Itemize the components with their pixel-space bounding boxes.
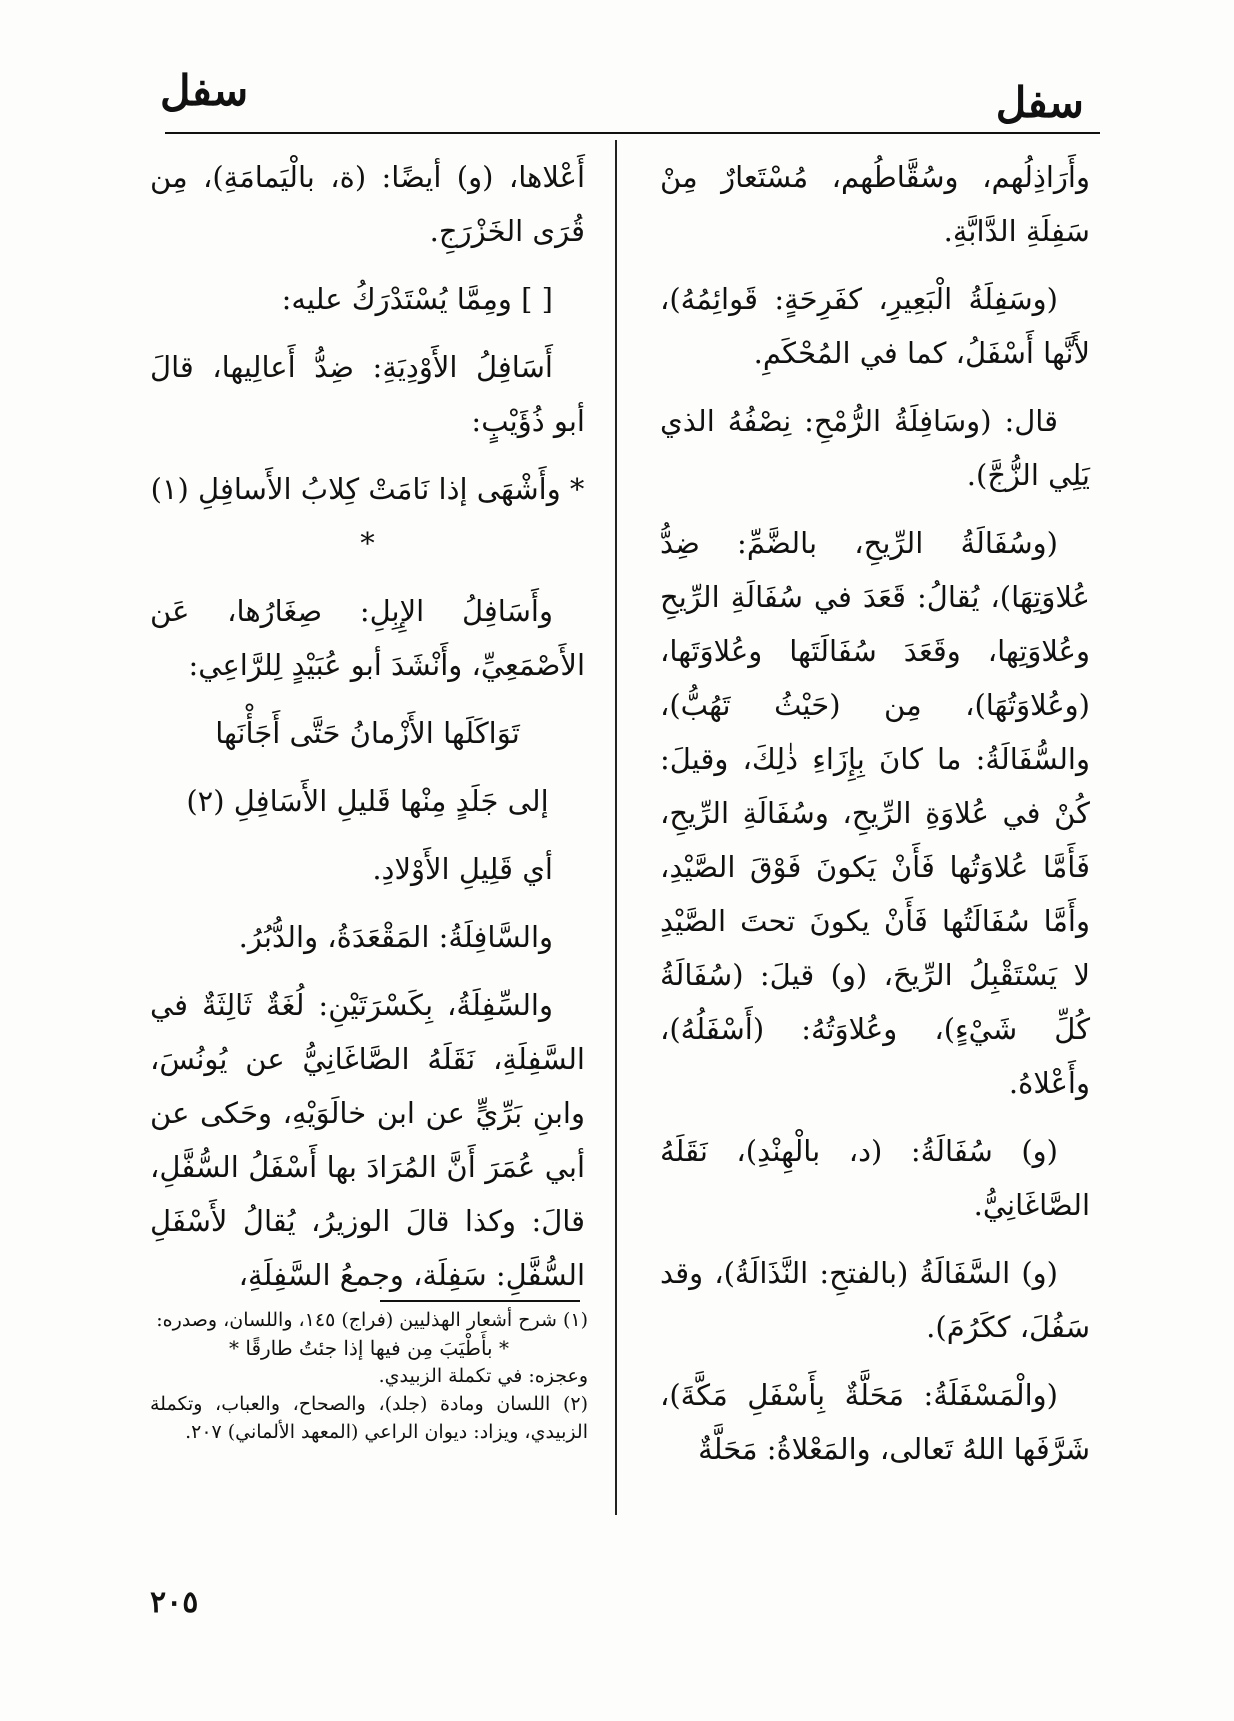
footnote-2: (٢) اللسان ومادة (جلد)، والصحاح، والعباب، وتكملة الزبيدي، ويزاد: ديوان الراعي (المعهد الألماني) ٢٠٧. <box>150 1393 588 1443</box>
footnote-1-tail: وعجزه: في تكملة الزبيدي. <box>378 1365 588 1387</box>
entry-paragraph: أي قَلِيلِ الأَوْلادِ. <box>372 852 553 886</box>
verse-line: إلى جَلَدٍ مِنْها قَليلِ الأَسَافِلِ (٢) <box>186 784 549 818</box>
entry-paragraph: (و) السَّفَالَةُ (بالفتحِ: النَّذَالَةُ)، وقد سَفُلَ، ككَرُمَ). <box>660 1256 1090 1344</box>
entry-paragraph: وأَرَاذِلُهم، وسُقَّاطُهم، مُسْتَعارٌ مِنْ سَفِلَةِ الدَّابَّةِ. <box>660 160 1090 248</box>
verse-line: * وأَشْهَى إذا نَامَتْ كِلابُ الأَسافِلِ (١) * <box>150 472 585 560</box>
footnote-rule <box>380 1300 580 1302</box>
entry-paragraph: والسَّافِلَةُ: المَقْعَدَةُ، والدُّبُرُ. <box>238 920 553 954</box>
right-column <box>660 150 1090 1490</box>
verse-line: تَوَاكَلَها الأَزْمانُ حَتَّى أَجَأْنَها <box>215 716 520 750</box>
addendum-marker: [ ] ومِمَّا يُسْتَدْرَكُ عليه: <box>281 282 553 316</box>
entry-paragraph: قال: (وسَافِلَةُ الرُّمْحِ: نِصْفُهُ الذي يَلِي الزُّجَّ). <box>660 404 1090 492</box>
page-number: ٢٠٥ <box>150 1585 199 1620</box>
footnote-1-verse: * بأَطْيَبَ مِن فيها إذا جئتُ طارقًا * <box>229 1336 509 1360</box>
entry-paragraph: وأَسَافِلُ الإِبِلِ: صِغَارُها، عَن الأَصْمَعِيِّ، وأَنْشَدَ أبو عُبَيْدٍ لِلرَّاعِي: <box>150 594 585 682</box>
entry-paragraph: أَعْلاها، (و) أيضًا: (ة، بالْيَمامَةِ)، مِن قُرَى الخَزْرَجِ. <box>150 160 585 248</box>
footnote-1: (١) شرح أشعار الهذليين (فراج) ١٤٥، واللسان، وصدره: <box>156 1309 588 1331</box>
entry-paragraph: (و) سُفَالَةُ: (د، بالْهِنْدِ)، نَقَلَهُ الصَّاغَانِيُّ. <box>660 1134 1090 1222</box>
footnotes <box>150 1306 588 1446</box>
column-divider <box>615 140 617 1515</box>
entry-paragraph: (وسَفِلَةُ الْبَعِيرِ، كفَرِحَةٍ: قَوائِمُهُ)، لأَنَّها أَسْفَلُ، كما في المُحْكَمِ. <box>660 282 1090 370</box>
entry-paragraph: أَسَافِلُ الأَوْدِيَةِ: ضِدُّ أَعالِيها، قالَ أبو ذُؤَيْبٍ: <box>150 350 585 438</box>
running-headword-right: سفل <box>995 78 1084 127</box>
entry-paragraph: والسِّفِلَةُ، بِكَسْرَتَيْنِ: لُغَةٌ ثَالِثَةٌ في السَّفِلَةِ، نَقَلَهُ الصَّاغَانِيُّ عن يُونُسَ، وابنِ بَرِّيٍّ عن ابن خالَوَيْهِ، وحَكى عن أبي عُمَرَ أَنَّ المُرَادَ بها أَسْفَلُ السُّفَّلِ، قالَ: وكذا قالَ الوزيرُ، يُقالُ لأَسْفَلِ السُّفَّلِ: سَفِلَة، وجمعُ السَّفِلَةِ، <box>150 988 585 1292</box>
entry-paragraph: (وسُفَالَةُ الرِّيحِ، بالضَّمِّ: ضِدُّ عُلاوَتِهَا)، يُقالُ: قَعَدَ في سُفَالَةِ الرِّيحِ وعُلاوَتِها، وقَعَدَ سُفَالَتَها وعُلاوَتَها، (وعُلاوَتُهَا)، مِن (حَيْثُ تَهُبُّ)، والسُّفَالَةُ: ما كانَ بِإِزَاءِ ذٰلِكَ، وقيلَ: كُنْ في عُلاوَةِ الرِّيحِ، وسُفَالَةِ الرِّيحِ، فَأَمَّا عُلاوَتُها فَأَنْ يَكونَ فَوْقَ الصَّيْدِ، وأَمَّا سُفَالَتُها فَأَنْ يكونَ تحتَ الصَّيْدِ لا يَسْتَقْبِلُ الرِّيحَ، (و) قيلَ: (سُفَالَةُ كُلِّ شَيْءٍ)، وعُلاوَتُهُ: (أَسْفَلُهُ)، وأَعْلاهُ. <box>660 526 1090 1100</box>
left-column <box>150 150 585 1316</box>
running-headword-left: سفل <box>160 66 249 115</box>
entry-paragraph: (والْمَسْفَلَةُ: مَحَلَّةٌ بِأَسْفَلِ مَكَّةَ)، شَرَّفَها اللهُ تَعالى، والمَعْلاةُ: مَحَلَّةٌ <box>660 1378 1090 1466</box>
header-rule <box>165 132 1100 134</box>
